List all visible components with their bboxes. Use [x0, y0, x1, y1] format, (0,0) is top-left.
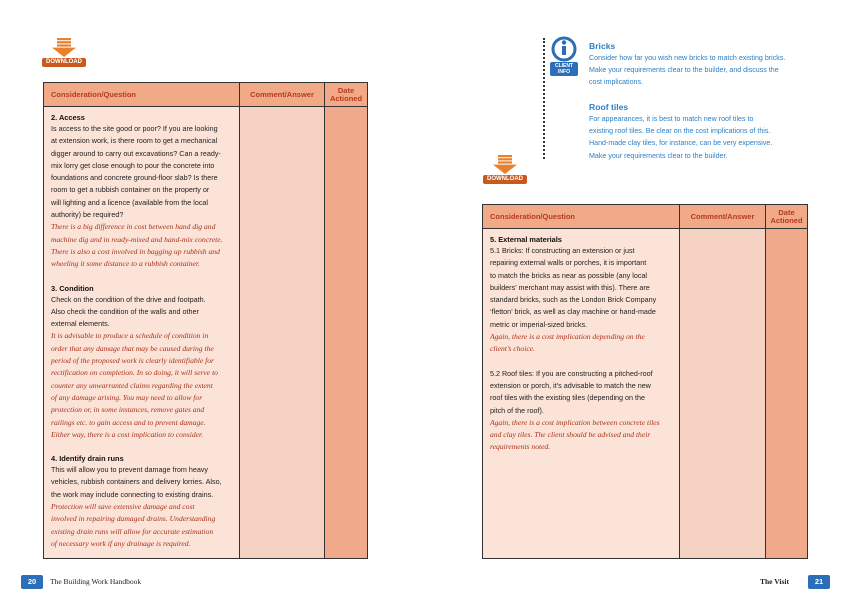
note-line: client’s choice.: [490, 344, 535, 354]
info-line: Consider how far you wish new bricks to match existing bricks.: [589, 54, 786, 62]
checklist-table-left: [43, 82, 368, 559]
note-line: railings etc. to gain access and to prevent damage.: [51, 417, 206, 427]
note-line: machine dig and in ready-mixed and hand-mix concrete.: [51, 234, 223, 244]
download-arrow-icon: [483, 155, 527, 177]
note-line: wheeling it some distance to a rubbish container.: [51, 259, 200, 269]
question-cell: [483, 229, 680, 559]
text-line: 5.1 Bricks: If constructing an extension or just: [490, 246, 635, 255]
download-arrow-icon: [42, 38, 86, 60]
info-line: Make your requirements clear to the builder.: [589, 151, 728, 160]
text-line: ‘fletton’ brick, as well as clay machine or hand-made: [490, 307, 656, 317]
info-line: Make your requirements clear to the builder, and discuss the: [589, 66, 779, 75]
info-line: Hand-made clay tiles, for instance, can be very expensive.: [589, 139, 773, 148]
section-title: 5. External materials: [490, 235, 562, 244]
text-line: Also check the condition of the walls and other: [51, 306, 199, 316]
client-info-label: CLIENT INFO: [550, 62, 578, 76]
running-title: The Building Work Handbook: [50, 577, 142, 586]
text-line: metric or imperial-sized bricks.: [490, 319, 588, 329]
download-icon[interactable]: [483, 155, 527, 185]
info-block-roof-tiles: [589, 101, 839, 162]
text-line: This will allow you to prevent damage from heavy: [51, 465, 208, 475]
column-header-question: Consideration/Question: [483, 205, 680, 229]
note-line: of necessary work if any drainage is required.: [51, 538, 191, 548]
page-number-badge: 21: [808, 575, 830, 589]
date-cell[interactable]: [766, 229, 808, 559]
note-line: and clay tiles. The client should be advised and their: [490, 430, 651, 440]
info-line: cost implications.: [589, 78, 644, 87]
text-line: will lighting and a licence (available from the local: [51, 197, 209, 207]
column-header-comment: Comment/Answer: [680, 205, 766, 229]
note-line: Protection will save extensive damage and cost: [51, 502, 195, 512]
text-line: standard bricks, such as the London Brick Company: [490, 295, 657, 305]
column-header-date: Date Actioned: [766, 205, 808, 229]
text-line: mix lorry get close enough to pour the concrete into: [51, 160, 215, 170]
text-line: roof tiles with the existing tiles (depending on the: [490, 393, 646, 403]
note-line: counter any unwarranted claims regarding the extent: [51, 380, 213, 390]
info-heading: Roof tiles: [589, 102, 629, 112]
note-line: existing drain runs will allow for accurate estimation: [51, 526, 214, 536]
text-line: pitch of the roof).: [490, 405, 544, 415]
text-line: to match the bricks as near as possible (any local: [490, 270, 648, 280]
comment-cell[interactable]: [680, 229, 766, 559]
comment-cell[interactable]: [240, 107, 325, 559]
column-header-comment: Comment/Answer: [240, 83, 325, 107]
column-header-date: Date Actioned: [325, 83, 368, 107]
text-line: builders’ merchant may assist with this). There are: [490, 282, 650, 292]
download-label: DOWNLOAD: [42, 58, 86, 67]
running-title: The Visit: [760, 577, 789, 586]
text-line: repairing external walls or porches, it is important: [490, 258, 647, 268]
text-line: Is access to the site good or poor? If you are looking: [51, 124, 218, 133]
note-line: It is advisable to produce a schedule of condition in: [51, 331, 209, 341]
info-line: For appearances, it is best to match new roof tiles to: [589, 115, 754, 123]
text-line: at extension work, is there room to get a mechanical: [51, 136, 218, 146]
info-i-icon: [549, 36, 579, 64]
text-line: foundations and concrete ground-floor slab? Is there: [51, 173, 218, 183]
text-line: digger around to carry out excavations? Can a ready-: [51, 148, 221, 158]
note-line: There is a big difference in cost between hand dig and: [51, 222, 216, 232]
download-icon[interactable]: [42, 38, 86, 68]
section-title: 3. Condition: [51, 283, 94, 293]
section-title: 2. Access: [51, 113, 85, 122]
note-line: order that any damage that may be caused during the: [51, 343, 214, 353]
text-line: the work may include connecting to existing drains.: [51, 489, 214, 499]
text-line: authority) be required?: [51, 210, 124, 220]
text-line: 5.2 Roof tiles: If you are constructing a pitched-roof: [490, 368, 653, 378]
text-line: room to get a rubbish container on the property or: [51, 185, 210, 195]
question-cell: [44, 107, 240, 559]
column-header-question: Consideration/Question: [44, 83, 240, 107]
note-line: protection or, in some instances, remove gates and: [51, 405, 205, 415]
text-line: Check on the condition of the drive and footpath.: [51, 294, 206, 304]
text-line: extension or porch, it’s advisable to match the new: [490, 380, 651, 390]
note-line: Again, there is a cost implication between concrete tiles: [490, 417, 660, 427]
section-title: 4. Identify drain runs: [51, 454, 124, 464]
page-number-badge: 20: [21, 575, 43, 589]
info-divider: [543, 38, 545, 159]
text-line: external elements.: [51, 319, 110, 329]
text-line: vehicles, rubbish containers and delivery lorries. Also,: [51, 477, 222, 487]
client-info-icon: [549, 36, 579, 76]
info-line: existing roof tiles. Be clear on the cost implications of this.: [589, 127, 771, 136]
info-heading: Bricks: [589, 41, 616, 51]
note-line: rectification on completion. In so doing, it will serve to: [51, 368, 218, 378]
note-line: Either way, there is a cost implication to consider.: [51, 429, 203, 439]
note-line: Again, there is a cost implication depending on the: [490, 332, 645, 342]
note-line: period of the proposed work is clearly identifiable for: [51, 356, 214, 366]
note-line: involved in repairing damaged drains. Understanding: [51, 514, 216, 524]
info-block-bricks: [589, 40, 839, 89]
note-line: of any damage arising. You may need to allow for: [51, 392, 203, 402]
note-line: requirements noted.: [490, 442, 551, 452]
note-line: There is also a cost involved in bagging up rubbish and: [51, 246, 220, 256]
download-label: DOWNLOAD: [483, 175, 527, 184]
date-cell[interactable]: [325, 107, 368, 559]
checklist-table-right: [482, 204, 808, 559]
